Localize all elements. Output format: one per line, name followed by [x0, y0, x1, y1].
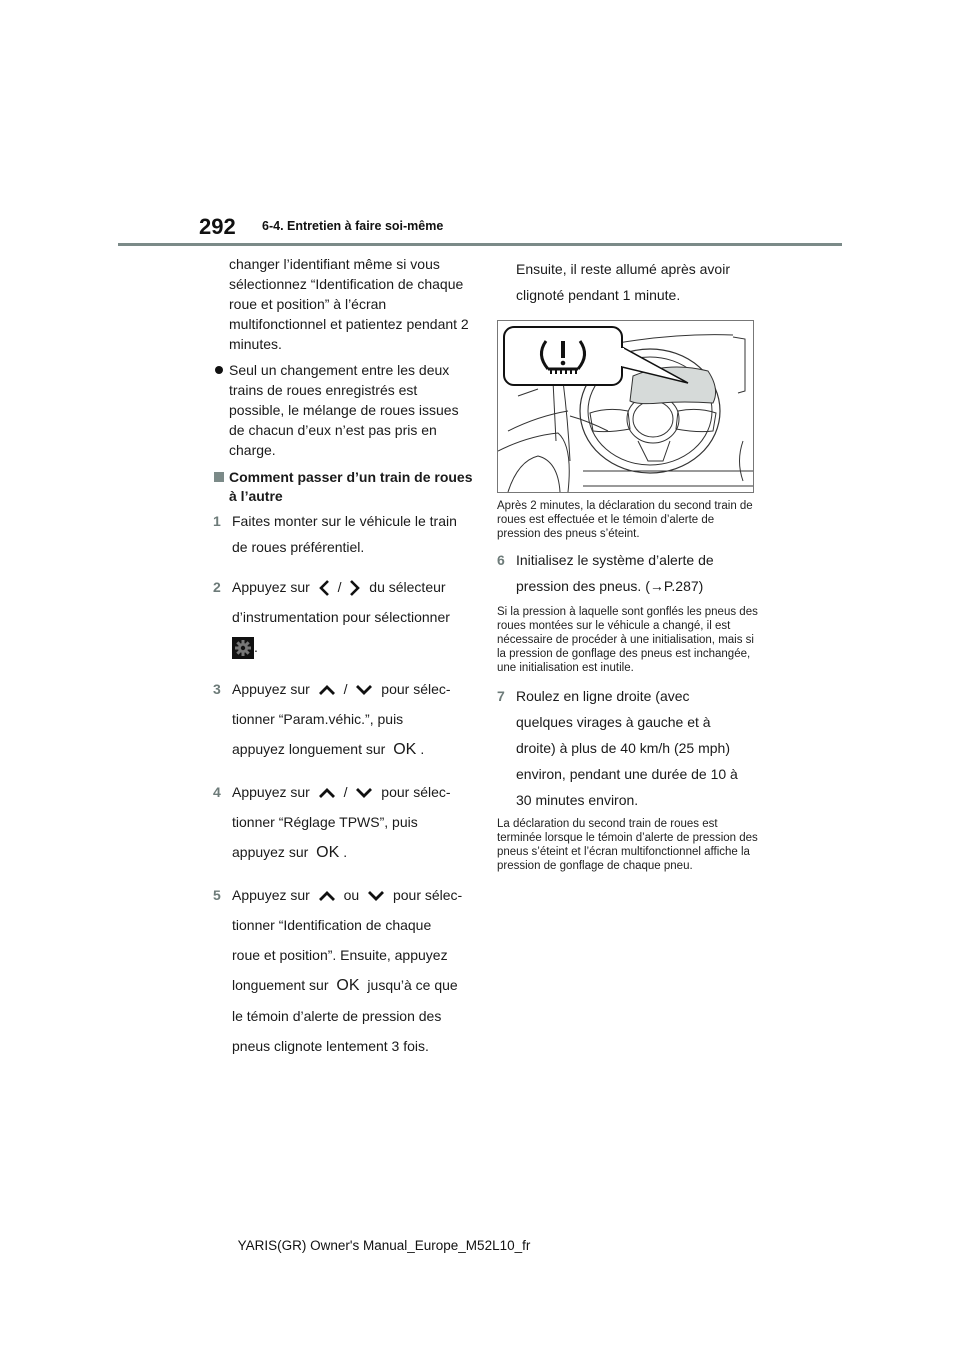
step-number: 6	[497, 552, 505, 568]
separator: ou	[343, 887, 360, 903]
step-line: quelques virages à gauche et à	[516, 714, 711, 730]
step-number: 5	[213, 887, 221, 903]
step-line: d’instrumentation pour sélectionner	[232, 609, 450, 625]
footer	[0, 1238, 960, 1253]
step-number: 7	[497, 688, 505, 704]
step-line: clignoté pendant 1 minute.	[516, 287, 681, 303]
bullet-text: Seul un changement entre les deux trains de roues enregistrés est possible, le mélange de roues issues de chacun d’eux n’est pas pris en charge.	[229, 362, 459, 458]
step-text: pour sélec-	[392, 887, 463, 903]
step-text: pour sélec-	[381, 681, 451, 697]
step-1	[213, 508, 475, 560]
step-text: .	[254, 639, 258, 655]
step-number: 4	[213, 784, 221, 800]
step-4	[213, 777, 475, 868]
step-number: 1	[213, 513, 221, 529]
step-line: environ, pendant une durée de 10 à	[516, 766, 738, 782]
step-line: Roulez en ligne droite (avec	[516, 688, 690, 704]
chevron-up-icon	[318, 890, 336, 902]
step-line: de roues préférentiel.	[232, 539, 365, 555]
step-line: le témoin d’alerte de pression des	[232, 1008, 442, 1024]
step-text: .	[420, 741, 425, 757]
chevron-left-icon	[318, 579, 330, 597]
bullet-item	[213, 360, 475, 460]
step-text: appuyez sur	[232, 844, 309, 860]
step-line: droite) à plus de 40 km/h (25 mph)	[516, 740, 730, 756]
chevron-down-icon	[367, 890, 385, 902]
separator: /	[337, 579, 342, 595]
step-text: Appuyez sur	[232, 681, 310, 697]
step-line: pneus clignote lentement 3 fois.	[232, 1038, 429, 1054]
subheading	[213, 468, 475, 506]
footer-manual-id: YARIS(GR) Owner's Manual_Europe_M52L10_fr	[237, 1238, 531, 1253]
section-title: 6-4. Entretien à faire soi-même	[262, 219, 444, 233]
ok-button-icon: OK	[336, 977, 360, 994]
dashboard-illustration	[497, 320, 754, 493]
chevron-up-icon	[318, 787, 336, 799]
step-line: Ensuite, il reste allumé après avoir	[516, 261, 730, 277]
square-marker-icon	[214, 472, 224, 482]
step-text: pour sélec-	[381, 784, 451, 800]
step-text: Appuyez sur	[232, 579, 310, 595]
step-6	[497, 547, 759, 599]
right-column	[497, 256, 759, 873]
subheading-text: Comment passer d’un train de roues à l’autre	[229, 469, 473, 504]
ok-button-icon: OK	[316, 844, 340, 861]
step-5-continuation	[497, 256, 759, 308]
step-text: .	[343, 844, 348, 860]
note-completion: La déclaration du second train de roues est terminée lorsque le témoin d’alerte de pression des pneus s’éteint et l’écran multifonctionnel affiche la pression de gonflage de chaque pneu.	[497, 818, 758, 872]
step-line: 30 minutes environ.	[516, 792, 639, 808]
step-5	[213, 880, 475, 1061]
chevron-down-icon	[355, 684, 373, 696]
bullet-dot-icon	[215, 366, 223, 374]
step-line: roue et position”. Ensuite, appuyez	[232, 947, 448, 963]
chevron-up-icon	[318, 684, 336, 696]
step-line: pression des pneus. (→P.287)	[516, 578, 704, 594]
step-text: appuyez longuement sur	[232, 741, 386, 757]
page-number: 292	[199, 214, 236, 239]
step-text: jusqu’à ce que	[367, 977, 458, 993]
step-text: du sélecteur	[369, 579, 446, 595]
step-line: tionner “Réglage TPWS”, puis	[232, 814, 418, 830]
step-number: 3	[213, 681, 221, 697]
step-7	[497, 683, 759, 813]
step-line: tionner “Identification de chaque	[232, 917, 432, 933]
step-text: longuement sur	[232, 977, 329, 993]
step-text: Appuyez sur	[232, 784, 310, 800]
separator: /	[343, 784, 348, 800]
note-initialization: Si la pression à laquelle sont gonflés les pneus des roues montées sur le véhicule a changé, il est nécessaire de procéder à une initialisation, mais si la pression de gonflage des pneus est inchangée, une initialisation est inutile.	[497, 606, 758, 674]
ok-button-icon: OK	[393, 741, 417, 758]
step-line: Faites monter sur le véhicule le train	[232, 513, 457, 529]
chevron-down-icon	[355, 787, 373, 799]
step-line: Initialisez le système d’alerte de	[516, 552, 714, 568]
step-text: Appuyez sur	[232, 887, 310, 903]
left-column	[213, 254, 475, 1061]
note-after-2-minutes: Après 2 minutes, la déclaration du second train de roues est effectuée et le témoin d’alerte de pression des pneus s’éteint.	[497, 500, 753, 540]
step-2	[213, 572, 475, 662]
step-line: tionner “Param.véhic.”, puis	[232, 711, 404, 727]
settings-gear-icon	[232, 637, 254, 659]
header-rule	[118, 243, 842, 246]
step-number: 2	[213, 579, 221, 595]
intro-continuation: changer l’identifiant même si vous sélectionnez “Identification de chaque roue et position” à l’écran multifonctionnel et patientez pendant 2 minutes.	[229, 256, 469, 352]
steering-wheel-illustration	[498, 321, 753, 492]
chevron-right-icon	[349, 579, 361, 597]
step-3	[213, 674, 475, 765]
separator: /	[343, 681, 348, 697]
